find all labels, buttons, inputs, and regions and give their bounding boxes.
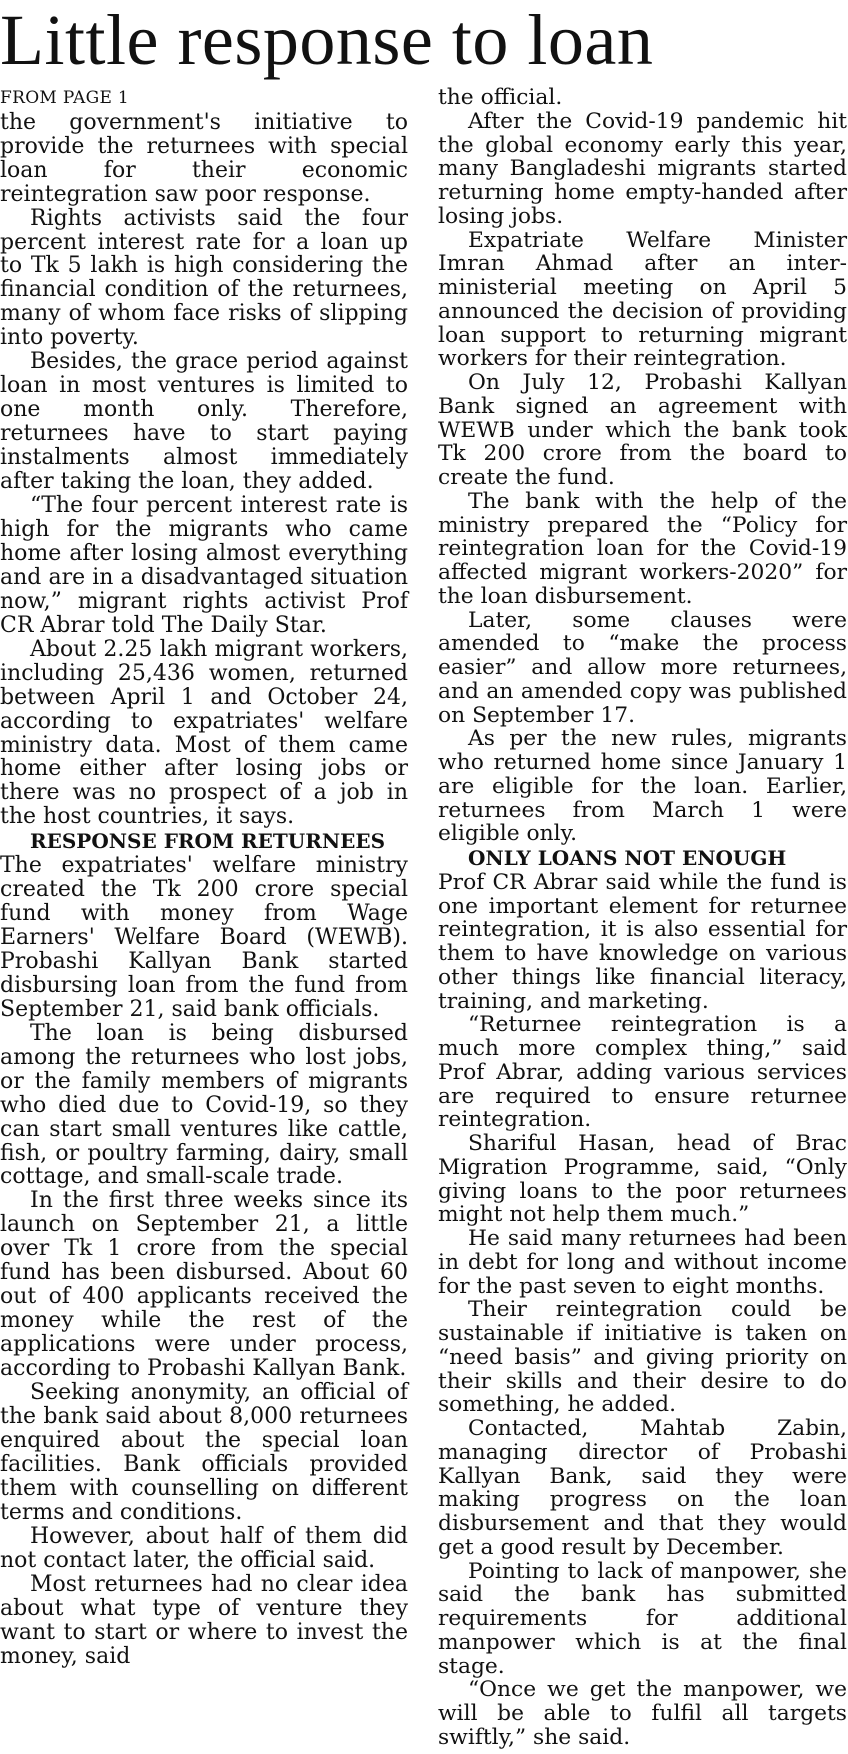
paragraph: Expatriate Welfare Minister Imran Ahmad after an inter-ministerial meeting on April 5 announced the decision of providing loan support to returning migrant workers for their reintegration.: [438, 227, 847, 372]
paragraph: Later, some clauses were amended to “make the process easier” and allow more returnees, and an amended copy was published on September 17.: [438, 607, 847, 728]
paragraph: Contacted, Mahtab Zabin, managing director of Probashi Kallyan Bank, said they were making progress on the loan disbursement and that they would get a good result by December.: [438, 1416, 847, 1560]
paragraph: The expatriates' welfare ministry created the Tk 200 crore special fund with money from Wage Earners' Welfare Board (WEWB). Probashi Kallyan Bank started disbursing loan from the fund from September 21, said bank officials.: [0, 853, 408, 1022]
subhead: ONLY LOANS NOT ENOUGH: [468, 846, 787, 870]
paragraph: “The four percent interest rate is high for the migrants who came home after losing almost everything and are in a disadvantaged situation now,” migrant rights activist Prof CR Abrar told The Daily Star.: [0, 493, 408, 638]
paragraph: Prof CR Abrar said while the fund is one important element for returnee reintegration, it is also essential for them to have knowledge on various other things like financial literacy, training, and marketing.: [438, 869, 847, 1014]
paragraph: Their reintegration could be sustainable if initiative is taken on “need basis” and giving priority on their skills and their desire to do something, he added.: [438, 1297, 847, 1418]
left-column: [0, 86, 408, 1669]
paragraph: As per the new rules, migrants who returned home since January 1 are eligible for the loan. Earlier, returnees from March 1 were eligible only.: [438, 726, 847, 847]
paragraph: Besides, the grace period against loan in most ventures is limited to one month only. Therefore, returnees have to start paying instalments almost immediately after taking the loan, they added.: [0, 349, 408, 495]
paragraph: Shariful Hasan, head of Brac Migration Programme, said, “Only giving loans to the poor returnees might not help them much.”: [438, 1131, 847, 1228]
right-column: [438, 86, 847, 1750]
paragraph: “Returnee reintegration is a much more complex thing,” said Prof Abrar, adding various services are required to ensure returnee reintegration.: [438, 1012, 847, 1133]
paragraph: After the Covid-19 pandemic hit the global economy early this year, many Bangladeshi migrants started returning home empty-handed after losing jobs.: [438, 108, 847, 229]
paragraph: The loan is being disbursed among the returnees who lost jobs, or the family members of migrants who died due to Covid-19, so they can start small ventures like cattle, fish, or poultry farming, dairy, small cottage, and small-scale trade.: [0, 1020, 408, 1190]
headline: Little response to loan: [0, 0, 654, 80]
paragraph: However, about half of them did not contact later, the official said.: [0, 1523, 408, 1573]
paragraph: The bank with the help of the ministry prepared the “Policy for reintegration loan for the Covid-19 affected migrant workers-2020” for the loan disbursement.: [438, 488, 847, 609]
kicker: FROM PAGE 1: [0, 88, 130, 108]
paragraph: Most returnees had no clear idea about what type of venture they want to start or where to invest the money, said: [0, 1571, 408, 1669]
subhead: RESPONSE FROM RETURNEES: [30, 829, 386, 854]
paragraph: In the first three weeks since its launch on September 21, a little over Tk 1 crore from the special fund has been disbursed. About 60 out of 400 applicants received the money while the rest of the applications were under process, according to Probashi Kallyan Bank.: [0, 1188, 408, 1382]
paragraph: “Once we get the manpower, we will be able to fulfil all targets swiftly,” she said.: [438, 1677, 847, 1750]
paragraph: Rights activists said the four percent interest rate for a loan up to Tk 5 lakh is high considering the financial condition of the returnees, many of whom face risks of slipping into poverty.: [0, 205, 408, 351]
paragraph: About 2.25 lakh migrant workers, including 25,436 women, returned between April 1 and October 24, according to expatriates' welfare ministry data. Most of them came home either after losing jobs or there was no prospect of a job in the host countries, it says.: [0, 636, 408, 830]
paragraph: On July 12, Probashi Kallyan Bank signed an agreement with WEWB under which the bank took Tk 200 crore from the board to create the fund.: [438, 370, 847, 490]
paragraph: the official.: [438, 85, 563, 110]
paragraph: Pointing to lack of manpower, she said the bank has submitted requirements for additional manpower which is at the final stage.: [438, 1558, 847, 1679]
paragraph: the government's initiative to provide the returnees with special loan for their economic reintegration saw poor response.: [0, 109, 408, 207]
paragraph: Seeking anonymity, an official of the bank said about 8,000 returnees enquired about the special loan facilities. Bank officials provided them with counselling on different terms and conditions.: [0, 1380, 408, 1525]
paragraph: He said many returnees had been in debt for long and without income for the past seven to eight months.: [438, 1226, 847, 1299]
